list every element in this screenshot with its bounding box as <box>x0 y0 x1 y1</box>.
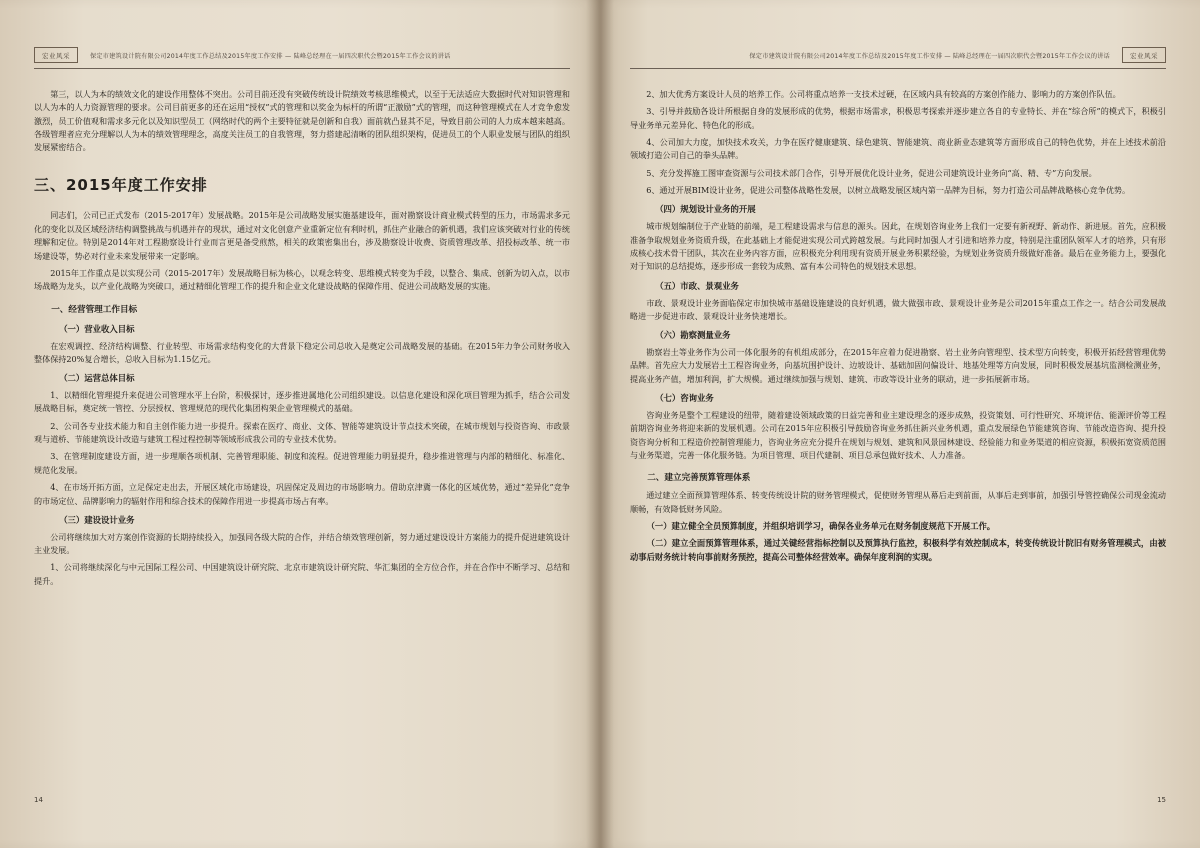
paragraph: 咨询业务是整个工程建设的纽带，随着建设领域政策的日益完善和业主建设理念的逐步成熟，投资策划、可行性研究、环境评估、能源评价等工程前期咨询业务将迎来新的发展机遇。公司在2015年应积极引导鼓励咨询业务抓住新兴业务机遇，重点发展绿色节能建筑咨询、节能改造咨询、提升投资咨询分析和工程造价控制管理能力，咨询业务应充分提升在规划与规划、建筑和风景园林建设、经验能力和业务渠道的相应资源，积极拓宽资质范围与业务渠道，完善一体化服务链。为项目管理、项目代建制、项目总承包做好技术、人力准备。 <box>630 409 1166 460</box>
left-page-header <box>0 44 600 66</box>
subsection-item-heading: （四）规划设计业务的开展 <box>655 204 756 215</box>
paragraph: 2、公司各专业技术能力和自主创作能力进一步提升。探索在医疗、商业、文体、智能等建筑设计节点技术突破，在城市规划与投资咨询、市政景观与道桥、节能建筑设计改造与建筑工程过程控制等领域形成我公司的专业技术优势。 <box>34 420 570 445</box>
left-header-rule <box>34 68 570 69</box>
right-page-content <box>630 88 1166 788</box>
subsection-heading: 一、经营管理工作目标 <box>51 304 138 315</box>
paragraph: 勘察岩土等业务作为公司一体化服务的有机组成部分，在2015年应着力促进勘察、岩土业务向管理型、技术型方向转变，积极开拓经营管理优势品牌。首先应大力发展岩土工程咨询业务，向基坑围护设计、边坡设计、基础加固问偏设计、地基处理等方向发展，同时积极发展基坑监测检测业务，提高业务产值，增加利润，扩大规模。通过继续加强与规划、建筑、市政等设计业务的联动，进一步拓展新市场。 <box>630 347 1166 384</box>
left-page-content <box>34 88 570 788</box>
subsection-item-heading: （五）市政、景观业务 <box>655 280 739 291</box>
paragraph: 2015年工作重点是以实现公司（2015-2017年）发展战略目标为核心，以观念转变、思维模式转变为手段，以整合、集成、创新为切入点，以市场战略为龙头，以产业化战略为突破口，通过精细化管理工作的提升和企业文化建设战略的保障作用、促进公司战略发展的实施。 <box>34 267 570 292</box>
right-header-rule <box>630 68 1166 69</box>
paragraph-bold: （一）建立健全全员预算制度，并组织培训学习，确保各业务单元在财务制度规范下开展工作。 <box>646 521 996 532</box>
paragraph-bold: （二）建立全面预算管理体系，通过关键经营指标控制以及预算执行监控，积极科学有效控制成本，转变传统设计院旧有财务管理模式，由被动事后财务统计转向事前财务预控，提高公司整体经营效率。确保年度利润的实现。 <box>630 538 1166 562</box>
subsection-item-heading: （二）运营总体目标 <box>59 373 135 384</box>
section-heading: 三、2015年度工作安排 <box>34 175 208 194</box>
subsection-item-heading: （一）营业收入目标 <box>59 323 135 334</box>
subsection-item-heading: （六）勘察测量业务 <box>655 330 731 341</box>
paragraph: 6、通过开展BIM设计业务，促进公司整体战略性发展，以树立战略发展区域内第一品牌为目标，努力打造公司品牌战略核心竞争优势。 <box>646 185 1131 196</box>
paragraph: 2、加大优秀方案设计人员的培养工作。公司将重点培养一支技术过硬，在区域内具有较高的方案创作能力、影响力的方案创作队伍。 <box>646 89 1121 99</box>
paragraph: 1、以精细化管理提升来促进公司管理水平上台阶，积极探讨，逐步推进属地化公司组织建设。以信息化建设和深化项目管理为抓手，结合公司发展战略目标，奠定统一管控、分层授权、管理规范的现代化集团构架企业管理模式的基础。 <box>34 390 570 414</box>
paragraph: 3、引导并鼓励各设计所根据自身的发展形成的优势，根据市场需求，积极思考探索并逐步建立各自的专业特长、并在“综合所”的模式下，积极引导业务单元差异化、特色化的形成。 <box>630 106 1166 130</box>
subsection-item-heading: （三）建设设计业务 <box>59 514 135 525</box>
right-page-header <box>600 44 1200 66</box>
company-stamp-icon: 宏业风采 <box>34 47 78 63</box>
subsection-heading: 二、建立完善预算管理体系 <box>647 473 751 484</box>
paragraph: 4、公司加大力度，加快技术攻关，力争在医疗健康建筑、绿色建筑、智能建筑、商业新业态建筑等方面形成自己的特色优势，并在上述技术前沿领域打造公司自己的拳头品牌。 <box>630 137 1166 161</box>
paragraph: 在宏观调控、经济结构调整、行业转型、市场需求结构变化的大背景下稳定公司总收入是奠定公司战略发展的基础。在2015年力争公司财务收入整体保持20%复合增长，总收入目标为1.15亿元。 <box>34 340 570 364</box>
paragraph: 市政、景观设计业务面临保定市加快城市基础设施建设的良好机遇，做大做强市政、景观设计业务是公司2015年重点工作之一。结合公司发展战略进一步促进市政、景观设计业务快速增长。 <box>630 297 1166 321</box>
paragraph: 通过建立全面预算管理体系、转变传统设计院的财务管理模式，促使财务管理从幕后走到前面，从事后走到事前，加强引导管控确保公司现金流动顺畅，有效降低财务风险。 <box>630 490 1166 514</box>
left-header-text: 保定市建筑设计院有限公司2014年度工作总结及2015年度工作安排 — 陆峰总经理在一届四次职代会暨2015年工作会议的讲话 <box>90 52 451 60</box>
subsection-item-heading: （七）咨询业务 <box>655 393 714 404</box>
paragraph: 3、在管理制度建设方面，进一步理顺各项机制、完善管理职能、制度和流程。促进管理能力明显提升，稳步推进管理与内部的精细化、标准化、规范化发展。 <box>34 451 570 475</box>
paragraph: 城市规划编制位于产业链的前端，是工程建设需求与信息的源头。因此，在规划咨询业务上我们一定要有新视野、新动作、新进展。首先，应积极准备争取规划业务资质升级，在此基础上才能促进实现公司式跨越发展。与此同时加强人才引进和培养力度，特别是注重团队领军人才的培养，只有形成核心技术骨干团队，其次在业务内容方面，应积极充分利用现有资质开展业务积累经验，为规划业务资质升级做好准备。最后在业务能力上，要强化对于知识的总结提炼，逐步形成一套较为成熟、富有本公司特色的规划技术思想。 <box>630 221 1166 272</box>
paragraph: 1、公司将继续深化与中元国际工程公司、中国建筑设计研究院、北京市建筑设计研究院、华汇集团的全方位合作，并在合作中不断学习、总结和提升。 <box>34 562 570 586</box>
paragraph: 同志们，公司已正式发布（2015-2017年）发展战略。2015年是公司战略发展实施基建设年，面对勘察设计商业模式转型的压力，市场需求多元化的变化以及区域经济结构调整挑战与机遇并存的现状，通过对文化创意产业重新定位有利时机，抓住产业融合的新机遇，我们应该突破对行业的传统理解和定位。特别是2014年对工程勘察设计行业而言更是备受煎熬，相关的政策密集出台，涉及勘察设计收费、资质管理改革、招投标改革、统一市场建设等，势必对行业未来发展带来一定影响。 <box>34 210 570 261</box>
right-page <box>600 0 1200 848</box>
paragraph: 公司将继续加大对方案创作资源的长期持续投入，加强同各级大院的合作，并结合绩效管理创新，努力通过建设设计方案能力的提升促进建筑设计主业发展。 <box>34 531 570 556</box>
left-page-number: 14 <box>34 796 43 804</box>
paragraph: 5、充分发挥施工图审查资源与公司技术部门合作，引导开展优化设计业务，促进公司建筑设计业务向“高、精、专”方向发展。 <box>646 167 1097 178</box>
paragraph: 4、在市场开拓方面，立足保定走出去，开展区域化市场建设，巩固保定及周边的市场影响力。借助京津冀一体化的区域优势，通过“差异化”竞争的市场定位、品牌影响力的辐射作用和综合技术的保障作用进一步提高市场占有率。 <box>34 482 570 506</box>
company-stamp-icon: 宏业风采 <box>1122 47 1166 63</box>
right-page-number: 15 <box>1157 796 1166 804</box>
right-header-text: 保定市建筑设计院有限公司2014年度工作总结及2015年度工作安排 — 陆峰总经理在一届四次职代会暨2015年工作会议的讲话 <box>749 52 1110 60</box>
paragraph: 第三，以人为本的绩效文化的建设作用整体不突出。公司目前还没有突破传统设计院绩效考核思维模式，以至于无法适应大数据时代对知识管理和以人为本的人力资源管理的要求。公司目前更多的还在运用“授权”式的管理和以奖金为标杆的所谓“正激励”式的管理，而这种管理模式在人才竞争愈发激烈，员工价值观和需求多元化以及知识型员工（网络时代的两个主要特征就是创新和自我）面前就凸显其不足，导致目前公司的人力成本越来越高。各级管理者应充分理解以人为本的绩效管理理念，高度关注员工的自我管理，努力搭建起清晰的团队组织架构，促进员工的个人职业发展与团队的组织发展紧密结合。 <box>34 89 570 153</box>
